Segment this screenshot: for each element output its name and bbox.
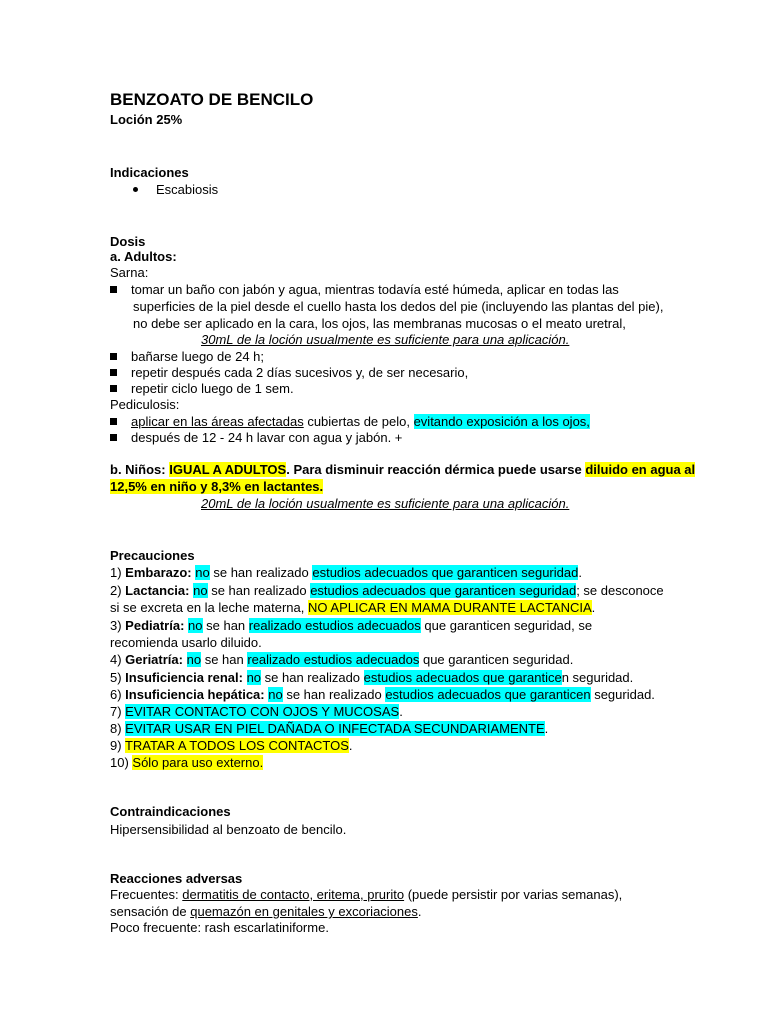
precaucion-8: 8) EVITAR USAR EN PIEL DAÑADA O INFECTADA SECUNDARIAMENTE. (110, 721, 549, 736)
list-item: aplicar en las áreas afectadas cubiertas de pelo, evitando exposición a los ojos, (110, 413, 590, 430)
list-item: tomar un baño con jabón y agua, mientras todavía esté húmeda, aplicar en todas las (110, 281, 619, 298)
list-item: bañarse luego de 24 h; (110, 348, 264, 365)
list-item-continuation: no debe ser aplicado en la cara, los ojos, las membranas mucosas o el meato uretral, (133, 316, 626, 331)
precaucion-2: 2) Lactancia: no se han realizado estudios adecuados que garanticen seguridad; se desconoce (110, 583, 664, 598)
precaucion-9: 9) TRATAR A TODOS LOS CONTACTOS. (110, 738, 353, 753)
ninos-line-2: 12,5% en niño y 8,3% en lactantes. (110, 479, 324, 494)
list-item-continuation: superficies de la piel desde el cuello hasta los dedos del pie (incluyendo las plantas del pie), (133, 299, 664, 314)
square-bullet-icon (110, 369, 117, 376)
reaccion-2: sensación de quemazón en genitales y excoriaciones. (110, 904, 422, 919)
precaucion-1: 1) Embarazo: no se han realizado estudios adecuados que garanticen seguridad. (110, 565, 582, 580)
precauciones-heading: Precauciones (110, 548, 195, 563)
precaucion-2-cont: si se excreta en la leche materna, NO APLICAR EN MAMA DURANTE LACTANCIA. (110, 600, 596, 615)
dosis-sarna-label: Sarna: (110, 265, 149, 280)
list-item: repetir ciclo luego de 1 sem. (110, 380, 294, 397)
contraindicaciones-heading: Contraindicaciones (110, 804, 231, 819)
ninos-note: 20mL de la loción usualmente es suficiente para una aplicación. (201, 496, 570, 511)
dosis-adultos: a. Adultos: (110, 249, 177, 264)
reaccion-1: Frecuentes: dermatitis de contacto, eritema, prurito (puede persistir por varias semanas), (110, 887, 623, 902)
reacciones-heading: Reacciones adversas (110, 871, 243, 886)
square-bullet-icon (110, 434, 117, 441)
ninos-line: b. Niños: IGUAL A ADULTOS. Para disminuir reacción dérmica puede usarse diluido en agua al (110, 462, 696, 477)
bullet-icon (133, 187, 138, 192)
precaucion-7: 7) EVITAR CONTACTO CON OJOS Y MUCOSAS. (110, 704, 403, 719)
precaucion-5: 5) Insuficiencia renal: no se han realizado estudios adecuados que garanticen seguridad. (110, 670, 634, 685)
reaccion-3: Poco frecuente: rash escarlatiniforme. (110, 920, 329, 935)
contraindicaciones-text: Hipersensibilidad al benzoato de bencilo. (110, 822, 347, 837)
indicaciones-item: Escabiosis (133, 181, 218, 198)
precaucion-3-cont: recomienda usarlo diluido. (110, 635, 262, 650)
dosis-heading: Dosis (110, 234, 146, 249)
list-item: repetir después cada 2 días sucesivos y, de ser necesario, (110, 364, 468, 381)
sarna-note: 30mL de la loción usualmente es suficiente para una aplicación. (201, 332, 570, 347)
page-title: BENZOATO DE BENCILO (110, 90, 314, 109)
square-bullet-icon (110, 286, 117, 293)
square-bullet-icon (110, 418, 117, 425)
precaucion-4: 4) Geriatría: no se han realizado estudios adecuados que garanticen seguridad. (110, 652, 574, 667)
square-bullet-icon (110, 353, 117, 360)
subtitle: Loción 25% (110, 112, 183, 127)
indicaciones-heading: Indicaciones (110, 165, 189, 180)
pediculosis-label: Pediculosis: (110, 397, 180, 412)
precaucion-3: 3) Pediatría: no se han realizado estudios adecuados que garanticen seguridad, se (110, 618, 593, 633)
list-item: después de 12 - 24 h lavar con agua y jabón. + (110, 429, 402, 446)
square-bullet-icon (110, 385, 117, 392)
precaucion-6: 6) Insuficiencia hepática: no se han realizado estudios adecuados que garanticen seguridad. (110, 687, 655, 702)
precaucion-10: 10) Sólo para uso externo. (110, 755, 264, 770)
